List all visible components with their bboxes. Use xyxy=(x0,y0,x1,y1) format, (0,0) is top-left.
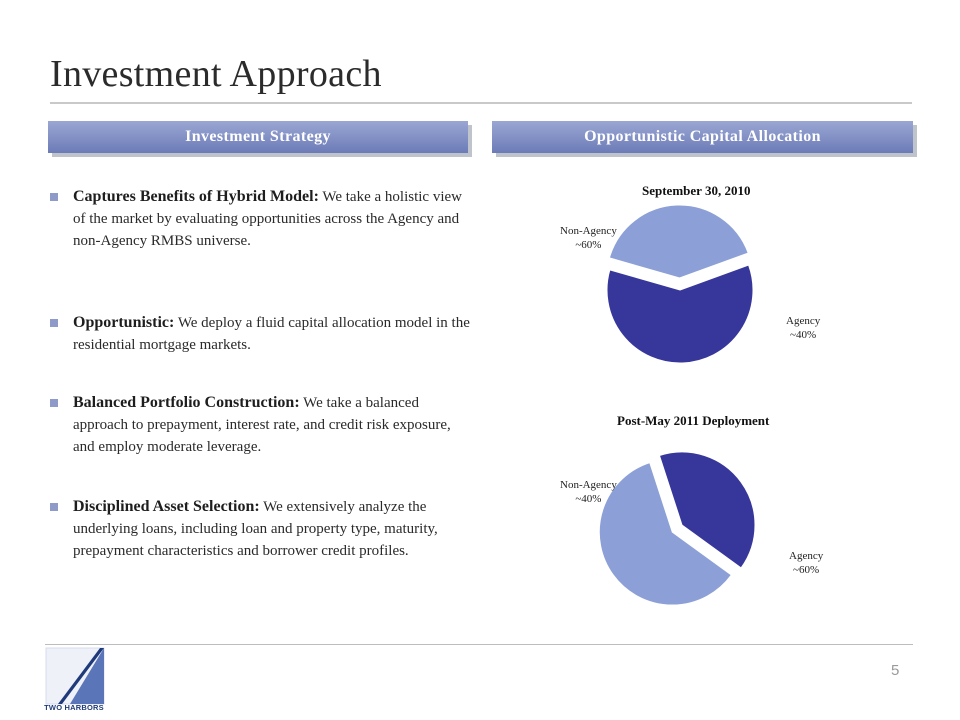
bullet-heading: Balanced Portfolio Construction: xyxy=(73,394,300,411)
slice-value: ~60% xyxy=(793,564,820,576)
page-number: 5 xyxy=(891,662,900,679)
bullet-text: We extensively analyze the underlying loans, including loan and property type, maturity, prepayment characteristics and borrower credit profiles. xyxy=(73,499,438,559)
capital-allocation-header: Opportunistic Capital Allocation xyxy=(492,121,913,153)
pie-label-agency xyxy=(786,314,820,342)
pie-label-non-agency xyxy=(560,478,617,506)
slice-name: Non-Agency xyxy=(560,225,617,237)
bullet-square-icon xyxy=(50,399,58,407)
bullet-heading: Captures Benefits of Hybrid Model: xyxy=(73,188,319,205)
bullet-hybrid-model xyxy=(48,186,476,252)
investment-strategy-header: Investment Strategy xyxy=(48,121,468,153)
pie-chart-post-may-2011 xyxy=(600,440,810,620)
page-title: Investment Approach xyxy=(50,53,382,95)
bullet-square-icon xyxy=(50,319,58,327)
pie-slice-non-agency xyxy=(607,265,753,363)
bullet-heading: Disciplined Asset Selection: xyxy=(73,498,260,515)
bullet-text: We take a balanced approach to prepayment, interest rate, and credit risk exposure, and employ moderate leverage. xyxy=(73,395,451,455)
slice-value: ~40% xyxy=(790,329,817,341)
bullet-opportunistic xyxy=(48,312,476,356)
pie-slice-agency xyxy=(609,205,748,278)
slice-name: Agency xyxy=(789,550,824,562)
slice-name: Non-Agency xyxy=(560,479,617,491)
slice-value: ~40% xyxy=(575,493,602,505)
bullet-text: We deploy a fluid capital allocation model in the residential mortgage markets. xyxy=(73,315,470,353)
pie-label-agency xyxy=(789,549,823,577)
title-divider xyxy=(50,102,912,104)
bullet-square-icon xyxy=(50,193,58,201)
bullet-heading: Opportunistic: xyxy=(73,314,175,331)
bullet-square-icon xyxy=(50,503,58,511)
footer-divider xyxy=(45,644,913,645)
bullet-asset-selection xyxy=(48,496,476,562)
chart-title-post-may-2011: Post-May 2011 Deployment xyxy=(617,413,770,428)
slice-name: Agency xyxy=(786,315,821,327)
pie-label-non-agency xyxy=(560,224,617,252)
slice-value: ~60% xyxy=(575,239,602,251)
pie-chart-sep-2010 xyxy=(600,205,810,385)
chart-title-sep-2010: September 30, 2010 xyxy=(642,183,751,198)
logo-company-name: TWO HARBORS xyxy=(44,703,104,712)
bullet-text: We take a holistic view of the market by evaluating opportunities across the Agency and non-Agency RMBS universe. xyxy=(73,189,462,249)
bullet-balanced-portfolio xyxy=(48,392,476,458)
